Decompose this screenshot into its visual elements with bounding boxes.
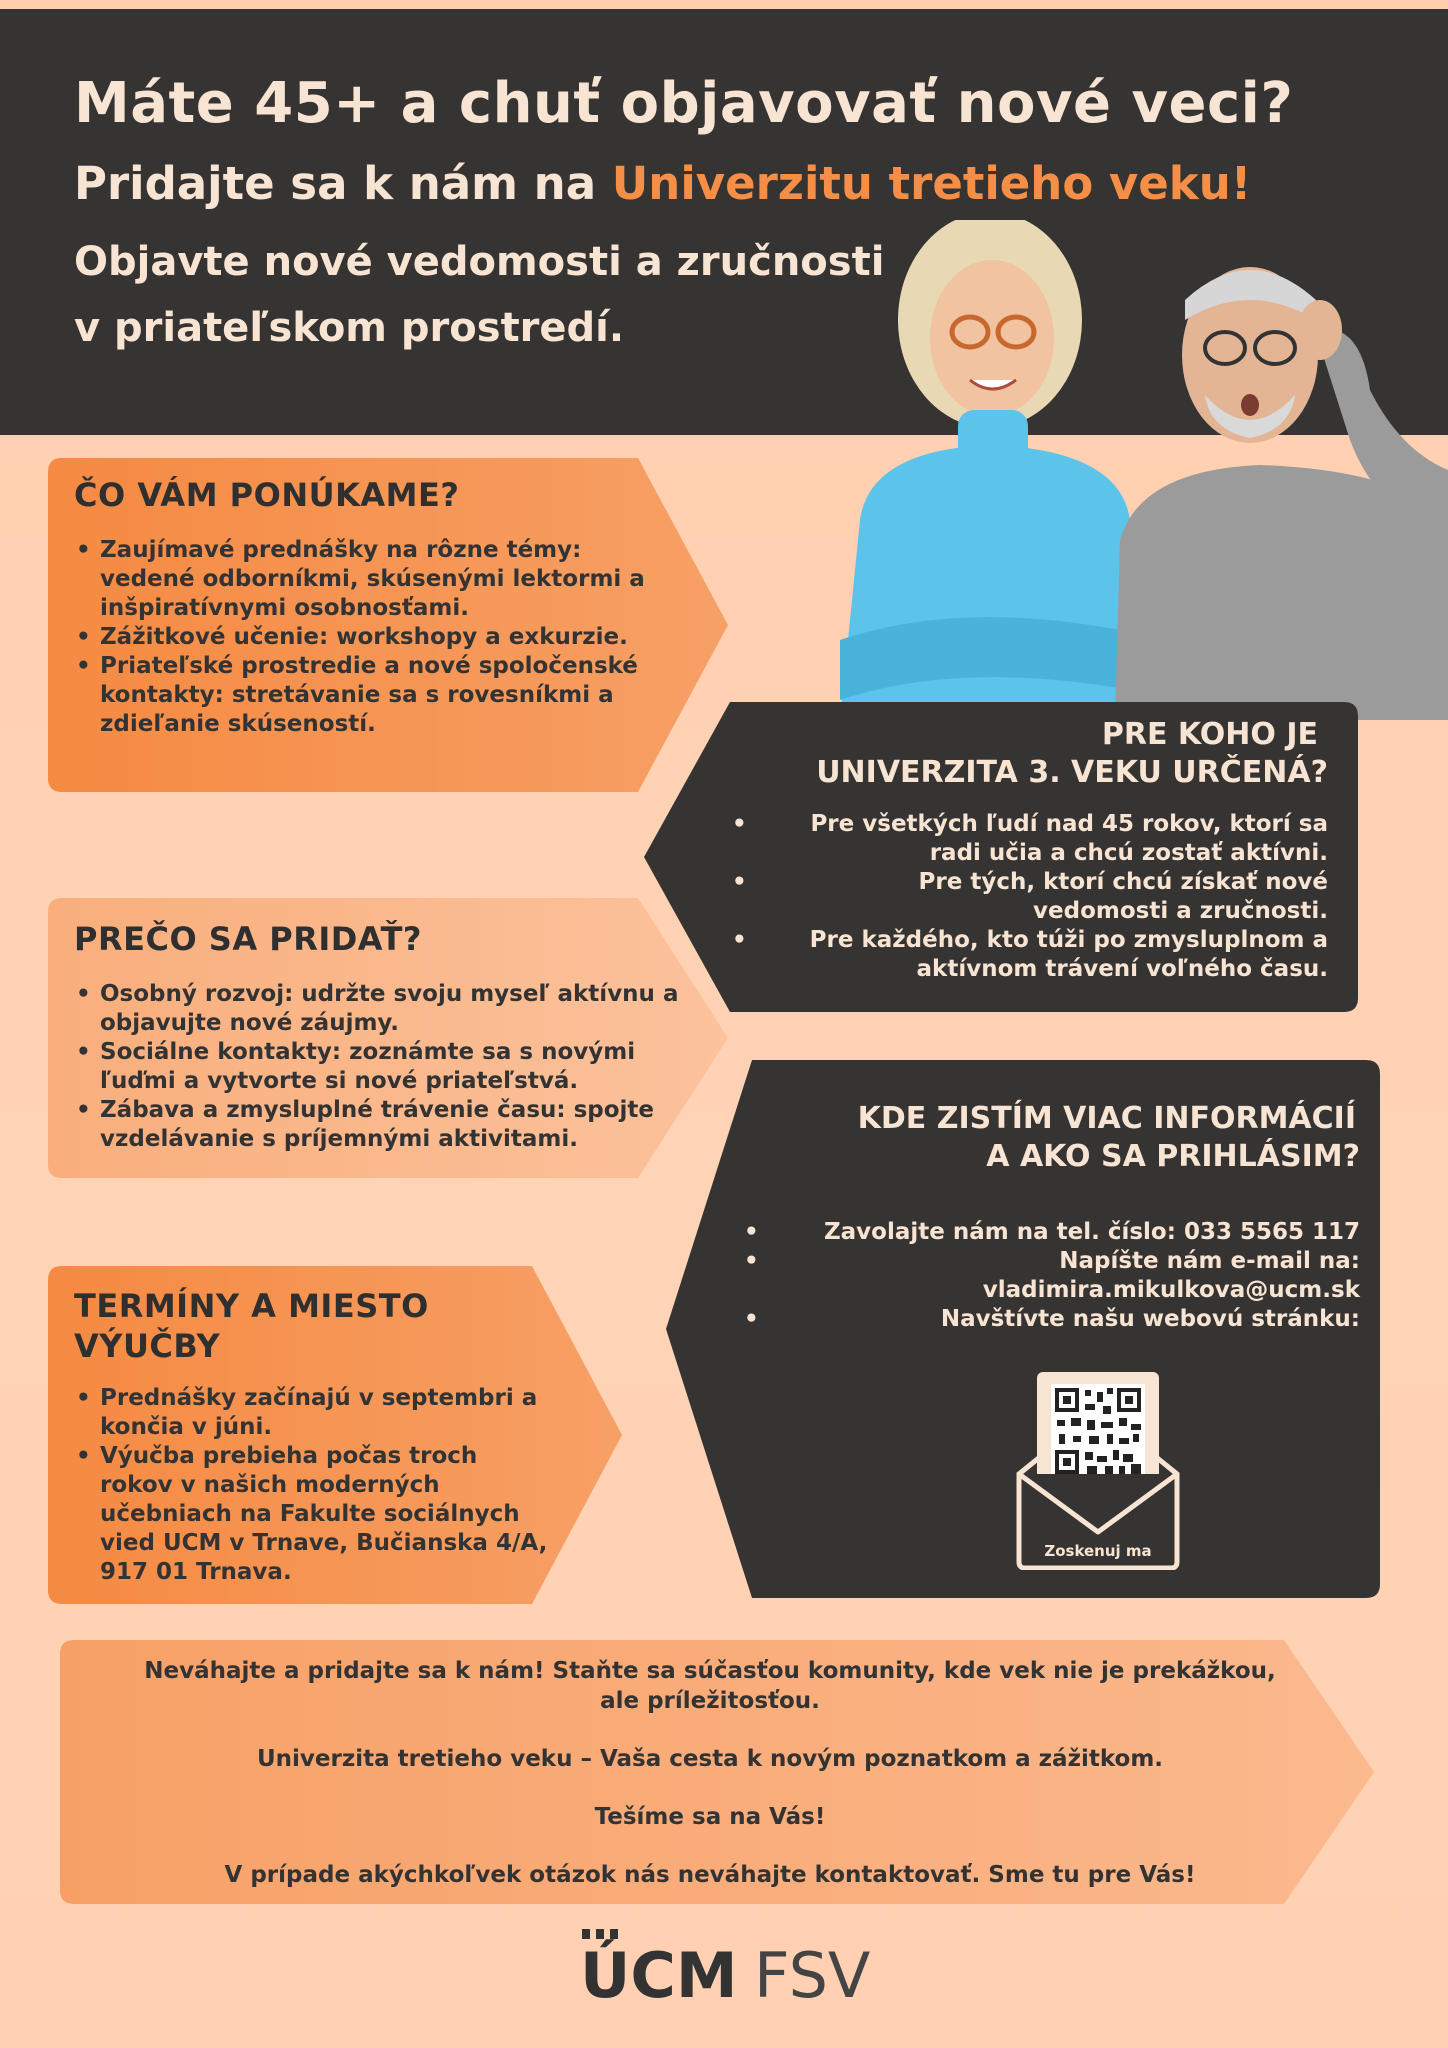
closing-line-2: ale príležitosťou.	[600, 1688, 820, 1714]
closing-line-4: Tešíme sa na Vás!	[594, 1804, 826, 1830]
closing-line-3: Univerzita tretieho veku – Vaša cesta k novým poznatkom a zážitkom.	[256, 1746, 1164, 1772]
why-title: PREČO SA PRIDAŤ?	[74, 920, 422, 958]
ucm-fsv-logo	[578, 1925, 878, 2005]
man-figure	[1115, 267, 1448, 720]
offer-list	[74, 536, 654, 739]
contact-list	[740, 1218, 1360, 1334]
audience-list	[728, 810, 1328, 984]
qr-scan-label: Zoskenuj ma	[1044, 1542, 1152, 1560]
audience-panel	[644, 702, 1358, 1012]
contact-title-line-2: A AKO SA PRIHLÁSIM?	[986, 1139, 1360, 1174]
svg-text:FSV: FSV	[754, 1939, 871, 2005]
qr-code-envelope[interactable]	[1015, 1370, 1181, 1570]
tagline-line-1: Objavte nové vedomosti a zručnosti	[74, 239, 885, 285]
offer-item: • Zaujímavé prednášky na rôzne témy: vedené odborníkmi, skúsenými lektormi a inšpiratívnymi osobnosťami.	[74, 536, 654, 623]
terms-item: • Prednášky začínajú v septembri a končia v júni.	[74, 1384, 554, 1442]
offer-panel	[48, 458, 728, 792]
subline	[74, 157, 1251, 210]
qr-envelope-icon	[1015, 1370, 1181, 1570]
audience-item: • Pre všetkých ľudí nad 45 rokov, ktorí sa radi učia a chcú zostať aktívni.	[728, 810, 1328, 868]
why-item: • Osobný rozvoj: udržte svoju myseľ aktívnu a objavujte nové záujmy.	[74, 980, 694, 1038]
offer-item: • Zážitkové učenie: workshopy a exkurzie.	[74, 623, 654, 652]
audience-title-line-2: UNIVERZITA 3. VEKU URČENÁ?	[816, 755, 1328, 790]
svg-text:ÚCM: ÚCM	[580, 1939, 738, 2005]
woman-figure	[840, 220, 1140, 720]
contact-email-intro: • Napíšte nám e-mail na: vladimira.mikulkova@ucm.sk	[740, 1247, 1360, 1305]
subline-accent: Univerzitu tretieho veku!	[611, 157, 1252, 210]
contact-web: • Navštívte našu webovú stránku:	[740, 1305, 1360, 1334]
terms-title-line-2: VÝUČBY	[74, 1327, 221, 1365]
logo-graphic	[578, 1925, 878, 2005]
terms-item: • Výučba prebieha počas troch rokov v našich moderných učebniach na Fakulte sociálnych vied UCM v Trnave, Bučianska 4/A, 917 01 Trnava.	[74, 1442, 554, 1587]
why-item: • Zábava a zmysluplné trávenie času: spojte vzdelávanie s príjemnými aktivitami.	[74, 1096, 694, 1154]
closing-text	[110, 1656, 1310, 1890]
subline-prefix: Pridajte sa k nám na	[74, 157, 612, 210]
audience-item: • Pre tých, ktorí chcú získať nové vedomosti a zručnosti.	[728, 868, 1328, 926]
headline: Máte 45+ a chuť objavovať nové veci?	[74, 71, 1294, 136]
contact-email-link[interactable]: vladimira.mikulkova@ucm.sk	[982, 1277, 1360, 1303]
offer-item: • Priateľské prostredie a nové spoločenské kontakty: stretávanie sa s rovesníkmi a zdieľanie skúseností.	[74, 652, 654, 739]
audience-title	[708, 716, 1328, 792]
senior-couple-photo	[760, 220, 1448, 720]
why-panel	[48, 898, 728, 1178]
offer-title: ČO VÁM PONÚKAME?	[74, 476, 460, 514]
terms-panel	[48, 1266, 622, 1604]
closing-line-1: Neváhajte a pridajte sa k nám! Staňte sa súčasťou komunity, kde vek nie je prekážkou,	[144, 1658, 1276, 1684]
audience-title-line-1: PRE KOHO JE	[1101, 717, 1318, 752]
contact-title-line-1: KDE ZISTÍM VIAC INFORMÁCIÍ	[857, 1101, 1356, 1136]
closing-line-5: V prípade akýchkoľvek otázok nás neváhajte kontaktovať. Sme tu pre Vás!	[224, 1862, 1196, 1888]
terms-title	[74, 1286, 429, 1366]
tagline-line-2: v priateľskom prostredí.	[74, 305, 625, 351]
why-item: • Sociálne kontakty: zoznámte sa s novými ľuďmi a vytvorte si nové priateľstvá.	[74, 1038, 694, 1096]
why-list	[74, 980, 694, 1154]
contact-title	[720, 1100, 1360, 1176]
terms-list	[74, 1384, 554, 1587]
contact-phone[interactable]: • Zavolajte nám na tel. číslo: 033 5565 117	[740, 1218, 1360, 1247]
audience-item: • Pre každého, kto túži po zmysluplnom a aktívnom trávení voľného času.	[728, 926, 1328, 984]
terms-title-line-1: TERMÍNY A MIESTO	[74, 1287, 429, 1325]
